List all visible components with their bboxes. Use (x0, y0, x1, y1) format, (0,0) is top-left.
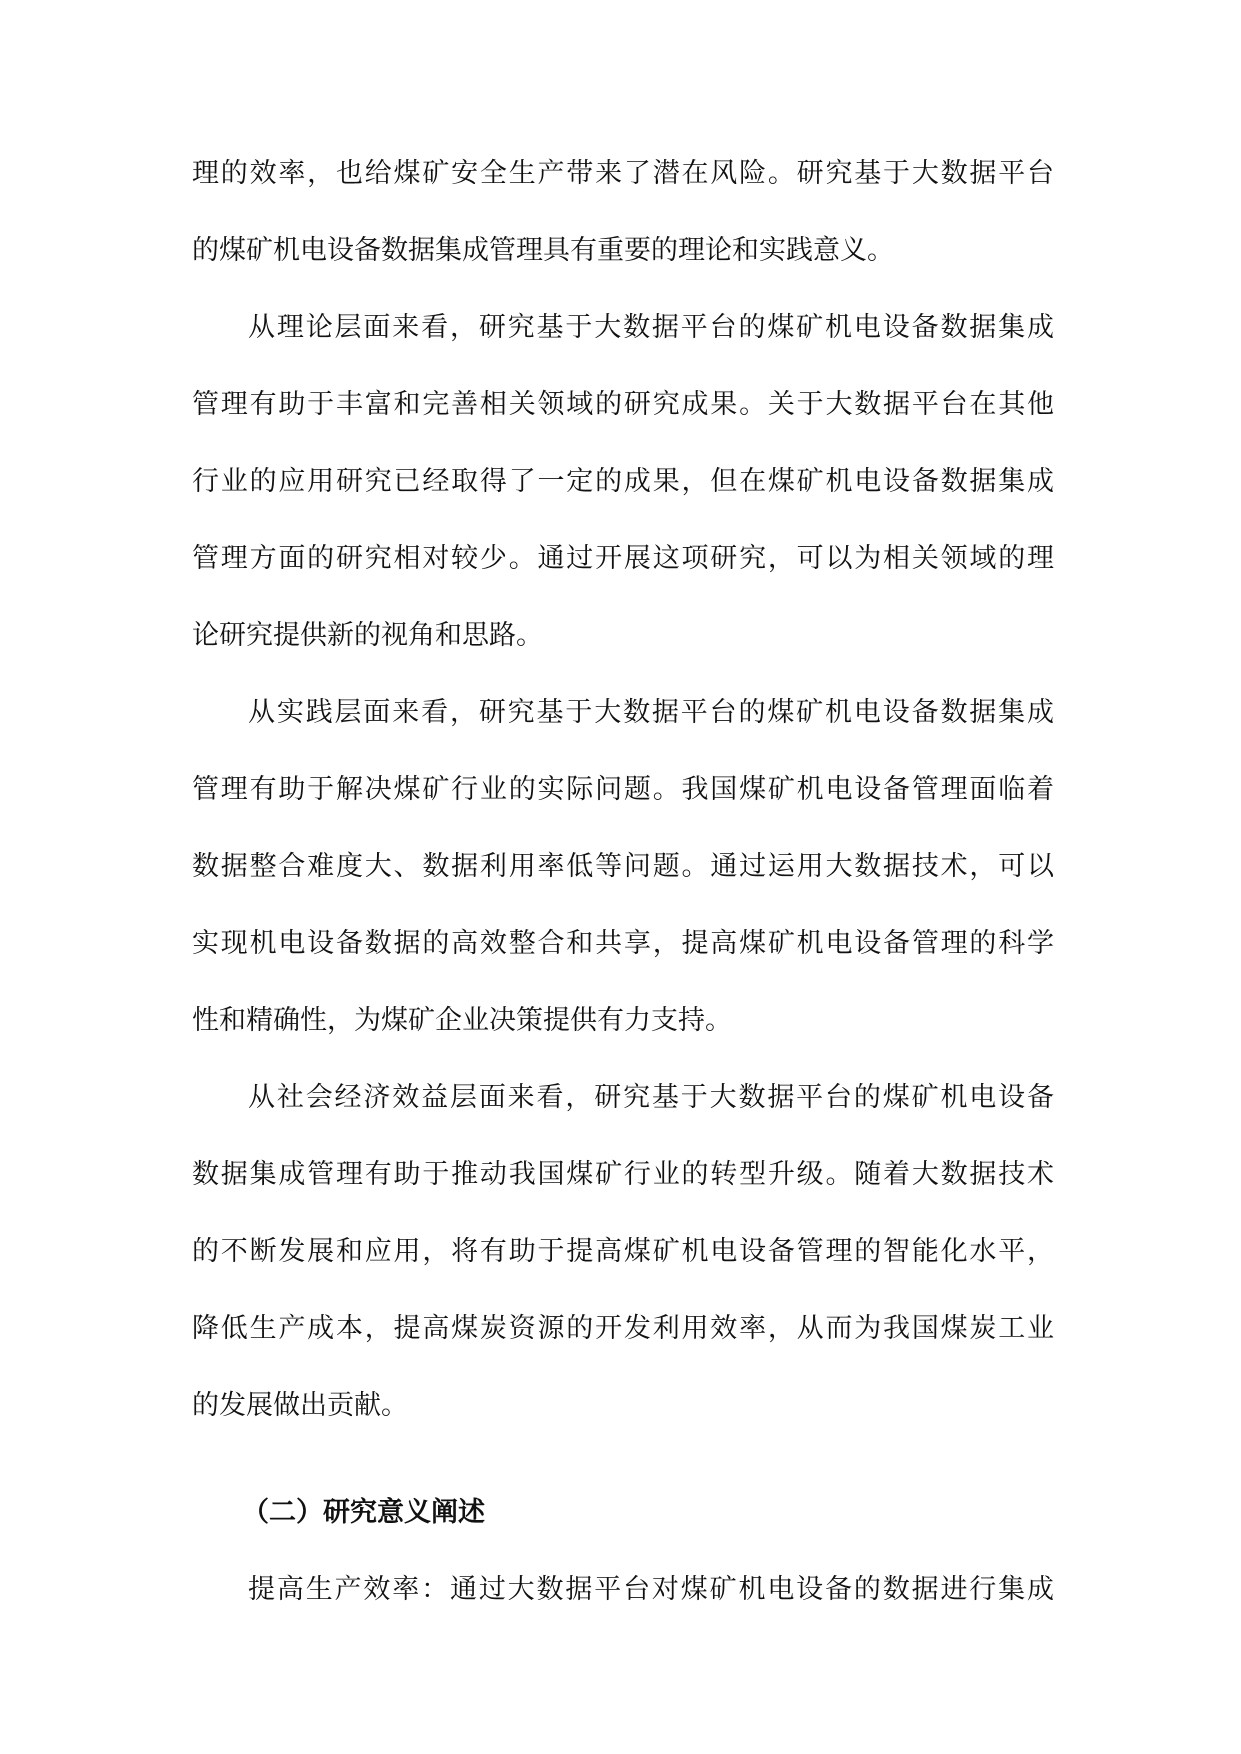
text-line: 数据集成管理有助于推动我国煤矿行业的转型升级。随着大数据技术 (192, 1159, 1054, 1190)
document-body (192, 142, 1054, 1635)
text-line: 实现机电设备数据的高效整合和共享，提高煤矿机电设备管理的科学 (192, 928, 1054, 959)
text-line: 从实践层面来看，研究基于大数据平台的煤矿机电设备数据集成 (248, 697, 1054, 728)
text-line: 管理方面的研究相对较少。通过开展这项研究，可以为相关领域的理 (192, 543, 1054, 574)
text-line: 从理论层面来看，研究基于大数据平台的煤矿机电设备数据集成 (248, 312, 1054, 343)
section-spacer (192, 1451, 1054, 1481)
text-line: 从社会经济效益层面来看，研究基于大数据平台的煤矿机电设备 (248, 1082, 1054, 1113)
text-line: 论研究提供新的视角和思路。 (192, 620, 543, 651)
text-line: 性和精确性，为煤矿企业决策提供有力支持。 (192, 1005, 732, 1036)
text-line: 的不断发展和应用，将有助于提高煤矿机电设备管理的智能化水平， (192, 1236, 1054, 1267)
text-line: 数据整合难度大、数据利用率低等问题。通过运用大数据技术，可以 (192, 851, 1054, 882)
text-line: 提高生产效率：通过大数据平台对煤矿机电设备的数据进行集成 (248, 1574, 1054, 1605)
paragraph-socioeconomic (192, 1066, 1054, 1451)
paragraph-practical (192, 681, 1054, 1066)
text-line: 管理有助于丰富和完善相关领域的研究成果。关于大数据平台在其他 (192, 389, 1054, 420)
text-line: 的煤矿机电设备数据集成管理具有重要的理论和实践意义。 (192, 235, 894, 266)
text-line: 的发展做出贡献。 (192, 1390, 408, 1421)
paragraph-efficiency (192, 1558, 1054, 1635)
paragraph-intro-continued (192, 142, 1054, 296)
paragraph-theoretical (192, 296, 1054, 681)
section-heading: （二）研究意义阐述 (242, 1497, 485, 1528)
text-line: 理的效率，也给煤矿安全生产带来了潜在风险。研究基于大数据平台 (192, 158, 1054, 189)
text-line: 管理有助于解决煤矿行业的实际问题。我国煤矿机电设备管理面临着 (192, 774, 1054, 805)
text-line: 降低生产成本，提高煤炭资源的开发利用效率，从而为我国煤炭工业 (192, 1313, 1054, 1344)
text-line: 行业的应用研究已经取得了一定的成果，但在煤矿机电设备数据集成 (192, 466, 1054, 497)
